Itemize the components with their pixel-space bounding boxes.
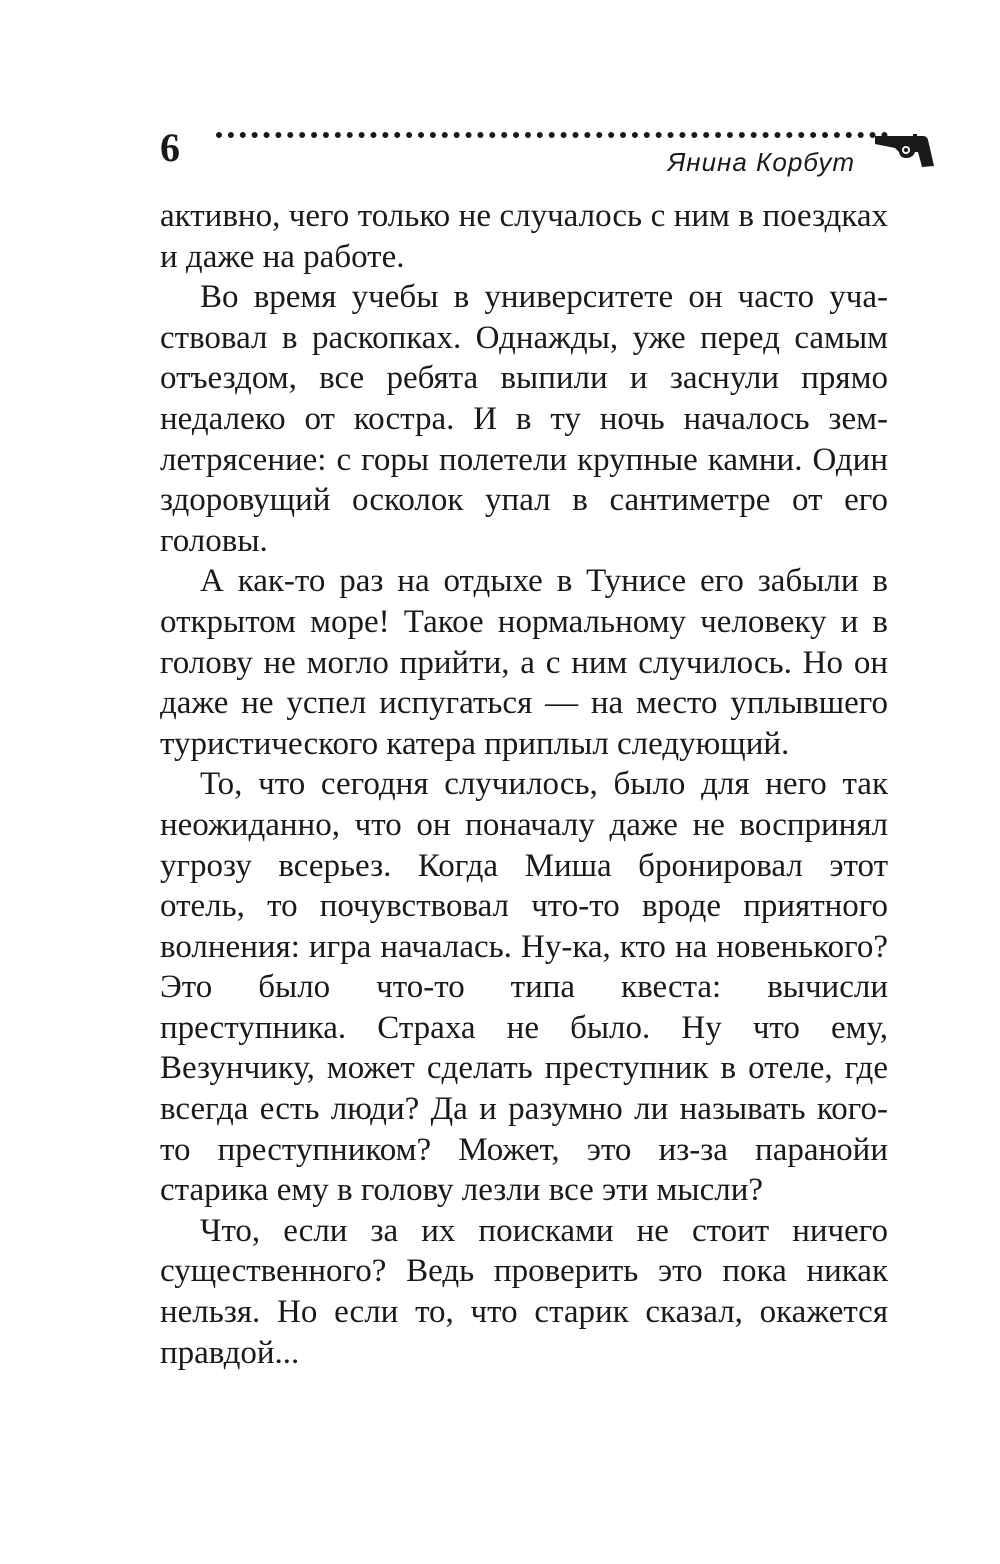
paragraph: А как-то раз на отдыхе в Тунисе его забыли в открытом море! Такое нормальному человеку и в голову не могло прийти, а с ним случилось. Но он даже не успел испугаться — на место уплывшего туристического катера приплыл следующий. (160, 563, 888, 762)
page-number: 6 (160, 125, 180, 170)
paragraph: Во время учебы в университете он часто участвовал в раскопках. Однажды, уже перед самым отъездом, все ребята выпили и заснули прямо недалеко от костра. И в ту ночь началось землетрясение: с горы полетели крупные камни. Один здоровущий осколок упал в сантиметре от его головы. (160, 279, 888, 559)
paragraph: Что, если за их поисками не стоит ничего существенного? Ведь проверить это пока никак нельзя. Но если то, что старик сказал, окажется правдой... (160, 1212, 888, 1371)
revolver-icon (873, 130, 935, 168)
running-header (160, 118, 935, 188)
body-text (160, 196, 888, 1373)
paragraph: То, что сегодня случилось, было для него так неожиданно, что он поначалу даже не воспринял угрозу всерьез. Когда Миша бронировал этот отель, то почувствовал что-то вроде приятного волнения: игра началась. Ну-ка, кто на новенького? Это было что-то типа квеста: вычисли преступника. Страха не было. Ну что ему, Везунчику, может сделать преступник в отеле, где всегда есть люди? Да и разумно ли называть кого-то преступником? Может, это из-за паранойи старика ему в голову лезли все эти мысли? (160, 766, 888, 1209)
dotted-rule (216, 132, 888, 138)
paragraph: активно, чего только не случалось с ним в поездках и даже на работе. (160, 198, 888, 275)
author-name: Янина Корбут (667, 147, 855, 177)
